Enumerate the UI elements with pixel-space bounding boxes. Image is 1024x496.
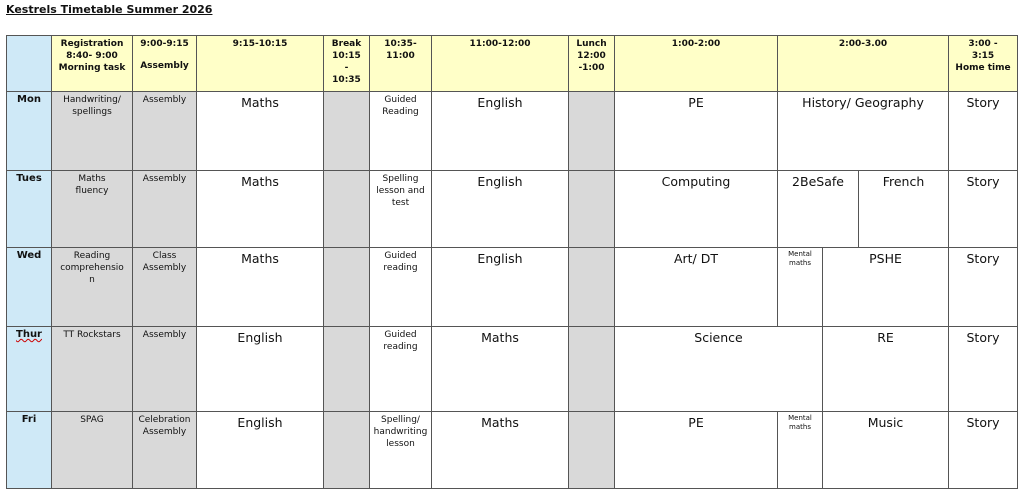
assembly-cell: Assembly	[133, 92, 197, 171]
registration-cell: Maths fluency	[52, 171, 133, 248]
break-cell	[324, 248, 370, 327]
period-5a-cell: Mental maths	[778, 412, 823, 489]
header-period-4: 1:00-2:00	[615, 36, 778, 92]
period-1-cell: Maths	[197, 171, 324, 248]
break-cell	[324, 92, 370, 171]
header-break: Break 10:15 - 10:35	[324, 36, 370, 92]
header-registration: Registration 8:40- 9:00 Morning task	[52, 36, 133, 92]
break-cell	[324, 171, 370, 248]
row-fri	[7, 412, 1018, 489]
period-2-cell: Guided reading	[370, 248, 432, 327]
period-2-cell: Guided reading	[370, 327, 432, 412]
registration-cell: SPAG	[52, 412, 133, 489]
lunch-cell	[569, 92, 615, 171]
day-label: Mon	[7, 92, 52, 171]
home-time-cell: Story	[949, 327, 1018, 412]
period-3-cell: English	[432, 92, 569, 171]
period-5b-cell: Music	[823, 412, 949, 489]
period-5b-cell: French	[882, 174, 925, 189]
header-period-1: 9:15-10:15	[197, 36, 324, 92]
day-label: Thur	[7, 327, 52, 412]
period-2-cell: Guided Reading	[370, 92, 432, 171]
period-1-cell: Maths	[197, 248, 324, 327]
period-3-cell: English	[432, 248, 569, 327]
period-5a-cell: 2BeSafe	[778, 171, 859, 247]
break-cell	[324, 412, 370, 489]
period-3-cell: Maths	[432, 412, 569, 489]
header-corner	[7, 36, 52, 92]
row-mon	[7, 92, 1018, 171]
assembly-cell: Assembly	[133, 327, 197, 412]
day-label: Tues	[7, 171, 52, 248]
lunch-cell	[569, 327, 615, 412]
registration-cell: Handwriting/ spellings	[52, 92, 133, 171]
assembly-cell: Class Assembly	[133, 248, 197, 327]
header-assembly: 9:00-9:15 Assembly	[133, 36, 197, 92]
day-label: Fri	[7, 412, 52, 489]
registration-cell: TT Rockstars	[52, 327, 133, 412]
row-wed	[7, 248, 1018, 327]
header-period-3: 11:00-12:00	[432, 36, 569, 92]
period-1-cell: English	[197, 327, 324, 412]
period-4-cell: Science	[615, 327, 823, 412]
header-row	[7, 36, 1018, 92]
header-period-2: 10:35- 11:00	[370, 36, 432, 92]
home-time-cell: Story	[949, 412, 1018, 489]
home-time-cell: Story	[949, 92, 1018, 171]
period-4-cell: PE	[615, 92, 778, 171]
period-5-split	[778, 171, 949, 248]
period-2-cell: Spelling lesson and test	[370, 171, 432, 248]
registration-cell: Reading comprehensio n	[52, 248, 133, 327]
period-5-cell: RE	[823, 327, 949, 412]
period-5a-cell: Mental maths	[778, 248, 823, 327]
period-3-cell: Maths	[432, 327, 569, 412]
assembly-cell: Assembly	[133, 171, 197, 248]
period-3-cell: English	[432, 171, 569, 248]
lunch-cell	[569, 248, 615, 327]
home-time-cell: Story	[949, 248, 1018, 327]
lunch-cell	[569, 412, 615, 489]
home-time-cell: Story	[949, 171, 1018, 248]
period-4-cell: Art/ DT	[615, 248, 778, 327]
day-label: Wed	[7, 248, 52, 327]
row-thur	[7, 327, 1018, 412]
period-1-cell: Maths	[197, 92, 324, 171]
row-tues	[7, 171, 1018, 248]
period-5b-cell: PSHE	[823, 248, 949, 327]
period-4-cell: PE	[615, 412, 778, 489]
header-home-time: 3:00 - 3:15 Home time	[949, 36, 1018, 92]
page-title: Kestrels Timetable Summer 2026	[6, 3, 213, 16]
period-4-cell: Computing	[615, 171, 778, 248]
header-period-5: 2:00-3.00	[778, 36, 949, 92]
period-5-cell: History/ Geography	[778, 92, 949, 171]
period-2-cell: Spelling/ handwriting lesson	[370, 412, 432, 489]
timetable	[6, 35, 1018, 489]
break-cell	[324, 327, 370, 412]
lunch-cell	[569, 171, 615, 248]
period-1-cell: English	[197, 412, 324, 489]
header-lunch: Lunch 12:00 -1:00	[569, 36, 615, 92]
assembly-cell: Celebration Assembly	[133, 412, 197, 489]
